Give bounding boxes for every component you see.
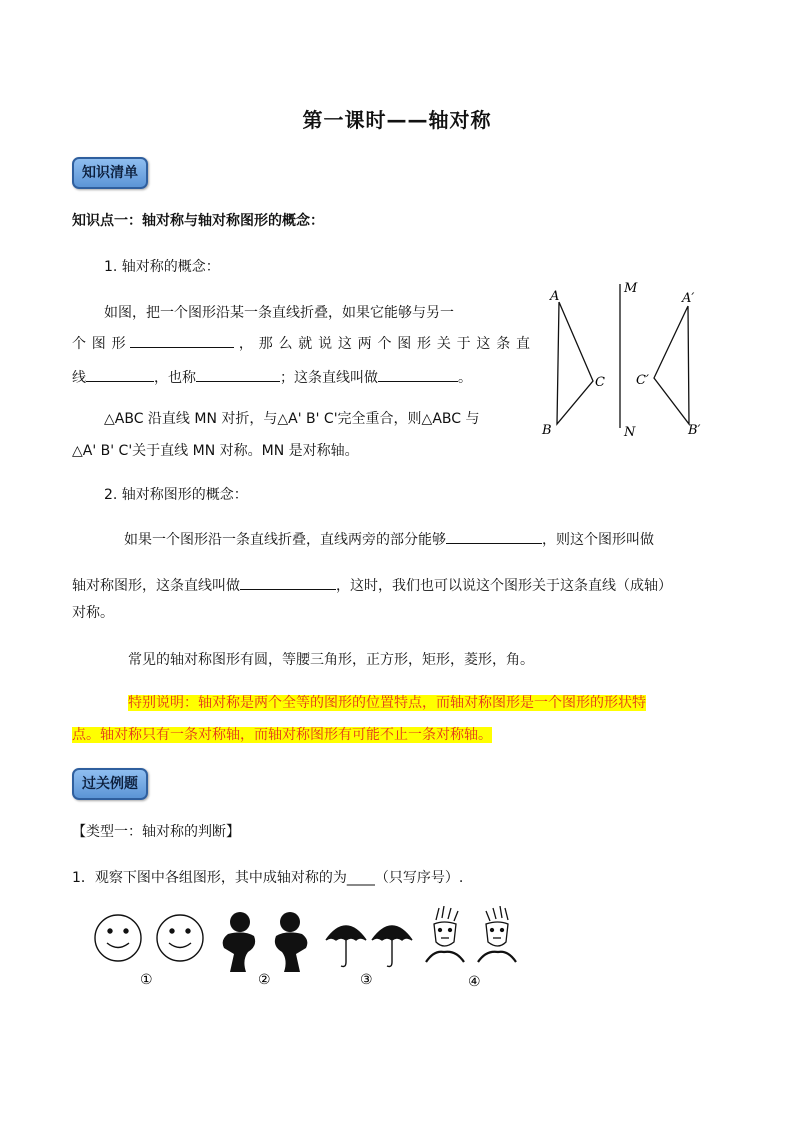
option-label-3: ③ — [360, 972, 373, 988]
section-badge-knowledge: 知识清单 — [72, 157, 148, 189]
section-badge-examples: 过关例题 — [72, 768, 148, 800]
para3-line3: 对称。 — [72, 605, 114, 621]
answer-blank-6[interactable] — [240, 575, 336, 590]
answer-blank-2[interactable] — [86, 367, 154, 382]
para1-line3 — [72, 367, 472, 388]
para1-line3-text-a: 线 — [72, 370, 86, 386]
common-shapes-paragraph: 常见的轴对称图形有圆，等腰三角形，正方形，矩形，菱形，角。 — [128, 652, 534, 668]
label-c-prime: C′ — [636, 373, 649, 388]
answer-blank-4[interactable] — [378, 367, 458, 382]
smiley-face-icon — [95, 915, 141, 961]
para1-line3-text-c: ；这条直线叫做 — [280, 370, 378, 386]
label-n: N — [624, 425, 636, 440]
answer-blank-5[interactable] — [446, 529, 542, 544]
label-a-prime: A′ — [682, 291, 695, 306]
knowledge-point-heading: 知识点一：轴对称与轴对称图形的概念： — [72, 213, 324, 229]
answer-blank-3[interactable] — [196, 367, 280, 382]
question-figures — [88, 906, 528, 990]
para3-line1-text-b: ，则这个图形叫做 — [542, 532, 654, 548]
special-note-line2-text: 点。轴对称只有一条对称轴，而轴对称图形有可能不止一条对称轴。 — [72, 727, 492, 743]
option-label-1: ① — [140, 972, 153, 988]
para3-line1-text-a: 如果一个图形沿一条直线折叠，直线两旁的部分能够 — [124, 532, 446, 548]
special-note-line1 — [128, 693, 646, 713]
subsection-title-2: 2. 轴对称图形的概念： — [104, 487, 248, 503]
triangle-abc — [557, 302, 593, 424]
para1-line1: 如图，把一个图形沿某一条直线折叠，如果它能够与另一 — [104, 305, 454, 321]
para2-line1: △ABC 沿直线 MN 对折，与△A' B' C'完全重合，则△ABC 与 — [104, 411, 480, 427]
page-title: 第一课时——轴对称 — [302, 108, 492, 132]
silhouette-figure-icon — [275, 912, 307, 972]
silhouette-figure-icon — [223, 912, 255, 972]
umbrella-icon — [326, 926, 366, 967]
spiky-hair-face-icon — [426, 906, 464, 962]
para1-line3-text-b: ，也称 — [154, 370, 196, 386]
option-label-4: ④ — [468, 974, 481, 990]
para3-line2-text-a: 轴对称图形，这条直线叫做 — [72, 578, 240, 594]
special-note-line1-text: 特别说明：轴对称是两个全等的图形的位置特点，而轴对称图形是一个图形的形状特 — [128, 695, 646, 711]
triangle-abc-prime — [654, 306, 689, 424]
label-m: M — [624, 281, 638, 296]
para3-line2-text-b: ，这时，我们也可以说这个图形关于这条直线（成轴） — [336, 578, 672, 594]
para1-line2 — [72, 333, 530, 354]
label-b-prime: B′ — [688, 423, 701, 438]
umbrella-icon — [372, 926, 412, 967]
smiley-face-icon — [157, 915, 203, 961]
option-label-2: ② — [258, 972, 271, 988]
spiky-hair-face-icon — [478, 906, 516, 962]
special-note-line2 — [72, 725, 492, 745]
question-1: 1．观察下图中各组图形，其中成轴对称的为____（只写序号）. — [72, 870, 464, 886]
para1-line2-text-a: 个 图 形 — [72, 336, 127, 352]
para3-line1 — [124, 529, 654, 550]
para1-line2-text-b: ， 那 么 就 说 这 两 个 图 形 关 于 这 条 直 — [238, 336, 530, 352]
type-heading: 【类型一：轴对称的判断】 — [72, 824, 240, 840]
symmetry-triangles-figure — [536, 278, 712, 444]
para2-line2: △A' B' C'关于直线 MN 对称。MN 是对称轴。 — [72, 443, 359, 459]
label-a: A — [550, 289, 560, 304]
para3-line2 — [72, 575, 672, 596]
label-c: C — [595, 375, 605, 390]
label-b: B — [542, 423, 552, 438]
subsection-title-1: 1. 轴对称的概念： — [104, 259, 220, 275]
answer-blank-1[interactable] — [130, 333, 234, 348]
para1-line3-text-d: 。 — [458, 370, 472, 386]
